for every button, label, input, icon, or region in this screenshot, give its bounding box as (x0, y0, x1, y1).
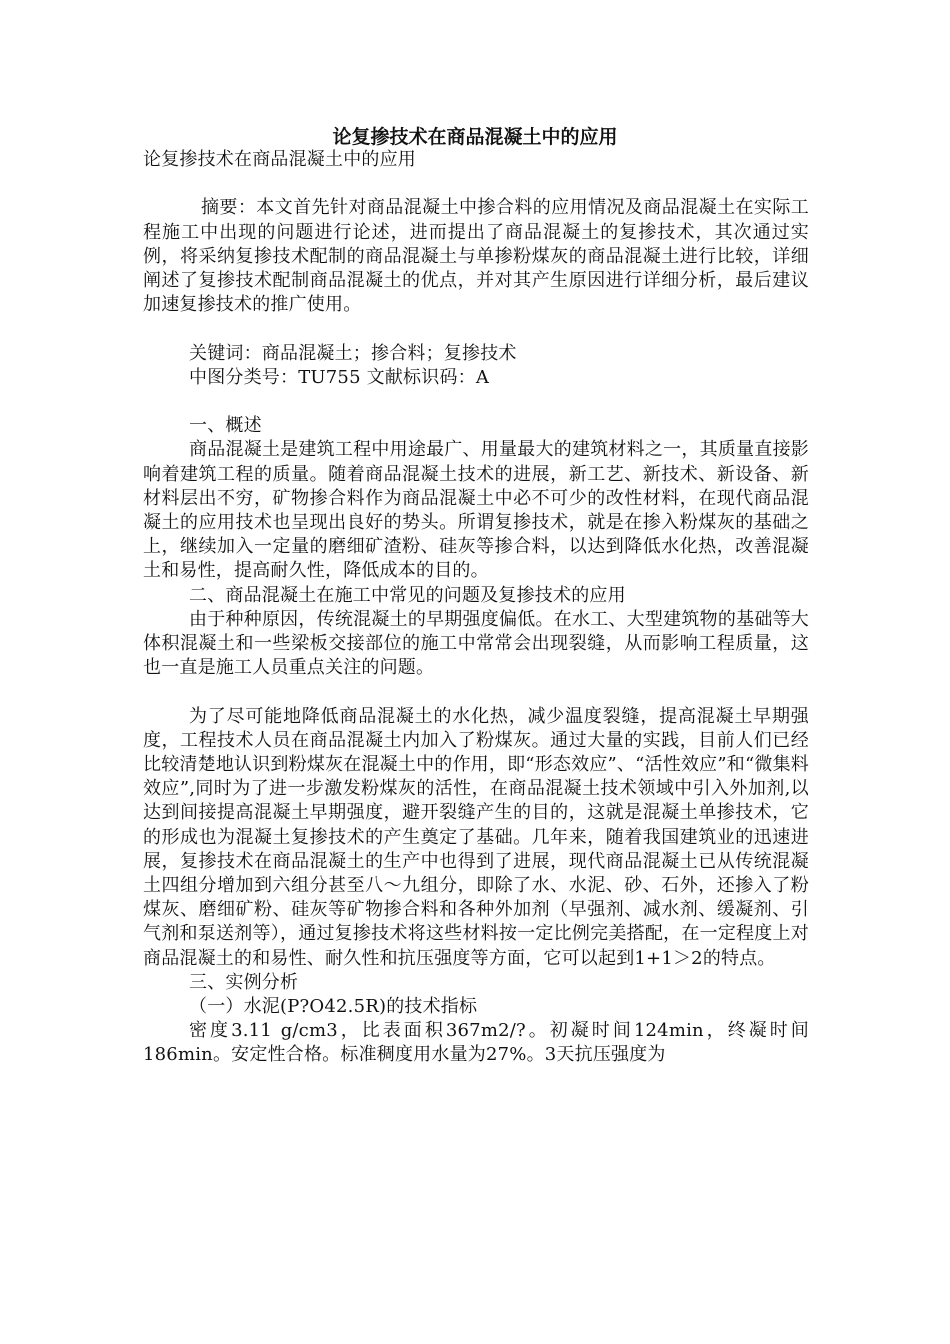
document-subtitle: 论复掺技术在商品混凝土中的应用 (143, 149, 416, 170)
problems-paragraph-1: 由于种种原因，传统混凝土的早期强度偏低。在水工、大型建筑物的基础等大体积混凝土和一些梁板交接部位的施工中常常会出现裂缝，从而影响工程质量，这也一直是施工人员重点关注的问题。 (143, 608, 809, 679)
subsection-heading-cement: （一）水泥(P?O42.5R)的技术指标 (189, 996, 478, 1018)
overview-paragraph: 商品混凝土是建筑工程中用途最广、用量最大的建筑材料之一，其质量直接影响着建筑工程的质量。随着商品混凝土技术的进展，新工艺、新技术、新设备、新材料层出不穷，矿物掺合料作为商品混凝土中必不可少的改性材料，在现代商品混凝土的应用技术也呈现出良好的势头。所谓复掺技术，就是在掺入粉煤灰的基础之上，继续加入一定量的磨细矿渣粉、硅灰等掺合料，以达到降低水化热，改善混凝土和易性，提高耐久性，降低成本的目的。 (143, 439, 809, 582)
spacer (143, 317, 809, 341)
spacer (143, 680, 809, 704)
section-heading-examples: 三、实例分析 (189, 971, 299, 993)
keywords-line: 关键词：商品混凝土；掺合料；复掺技术 (189, 342, 517, 364)
spacer (143, 390, 809, 414)
problems-paragraph-2: 为了尽可能地降低商品混凝土的水化热，减少温度裂缝，提高混凝土早期强度，工程技术人员在商品混凝土内加入了粉煤灰。通过大量的实践，目前人们已经比较清楚地认识到粉煤灰在混凝土中的作用，即“形态效应”、“活性效应”和“微集料效应”,同时为了进一步激发粉煤灰的活性，在商品混凝土技术领域中引入外加剂,以达到间接提高混凝土早期强度，避开裂缝产生的目的，这就是混凝土单掺技术，它的形成也为混凝土复掺技术的产生奠定了基础。几年来，随着我国建筑业的迅速进展，复掺技术在商品混凝土的生产中也得到了进展，现代商品混凝土已从传统混凝土四组分增加到六组分甚至八～九组分，即除了水、水泥、砂、石外，还掺入了粉煤灰、磨细矿粉、硅灰等矿物掺合料和各种外加剂（早强剂、减水剂、缓凝剂、引气剂和泵送剂等），通过复掺技术将这些材料按一定比例完美搭配，在一定程度上对商品混凝土的和易性、耐久性和抗压强度等方面，它可以起到1+1＞2的特点。 (143, 705, 809, 969)
abstract-paragraph: 摘要：本文首先针对商品混凝土中掺合料的应用情况及商品混凝土在实际工程施工中出现的问题进行论述，进而提出了商品混凝土的复掺技术，其次通过实例，将采纳复掺技术配制的商品混凝土与单掺粉煤灰的商品混凝土进行比较，详细阐述了复掺技术配制商品混凝土的优点，并对其产生原因进行详细分析，最后建议加速复掺技术的推广使用。 (143, 197, 809, 316)
section-heading-overview: 一、概述 (189, 415, 262, 437)
classification-line: 中图分类号：TU755 文献标识码：A (189, 366, 490, 388)
document-body (143, 148, 809, 1068)
spacer (143, 172, 809, 196)
section-heading-problems: 二、商品混凝土在施工中常见的问题及复掺技术的应用 (189, 584, 626, 606)
document-title: 论复掺技术在商品混凝土中的应用 (332, 126, 618, 148)
cement-paragraph: 密度3.11 g/cm3，比表面积367m2/?。初凝时间124min，终凝时间186min。安定性合格。标准稠度用水量为27%。3天抗压强度为 (143, 1020, 809, 1066)
